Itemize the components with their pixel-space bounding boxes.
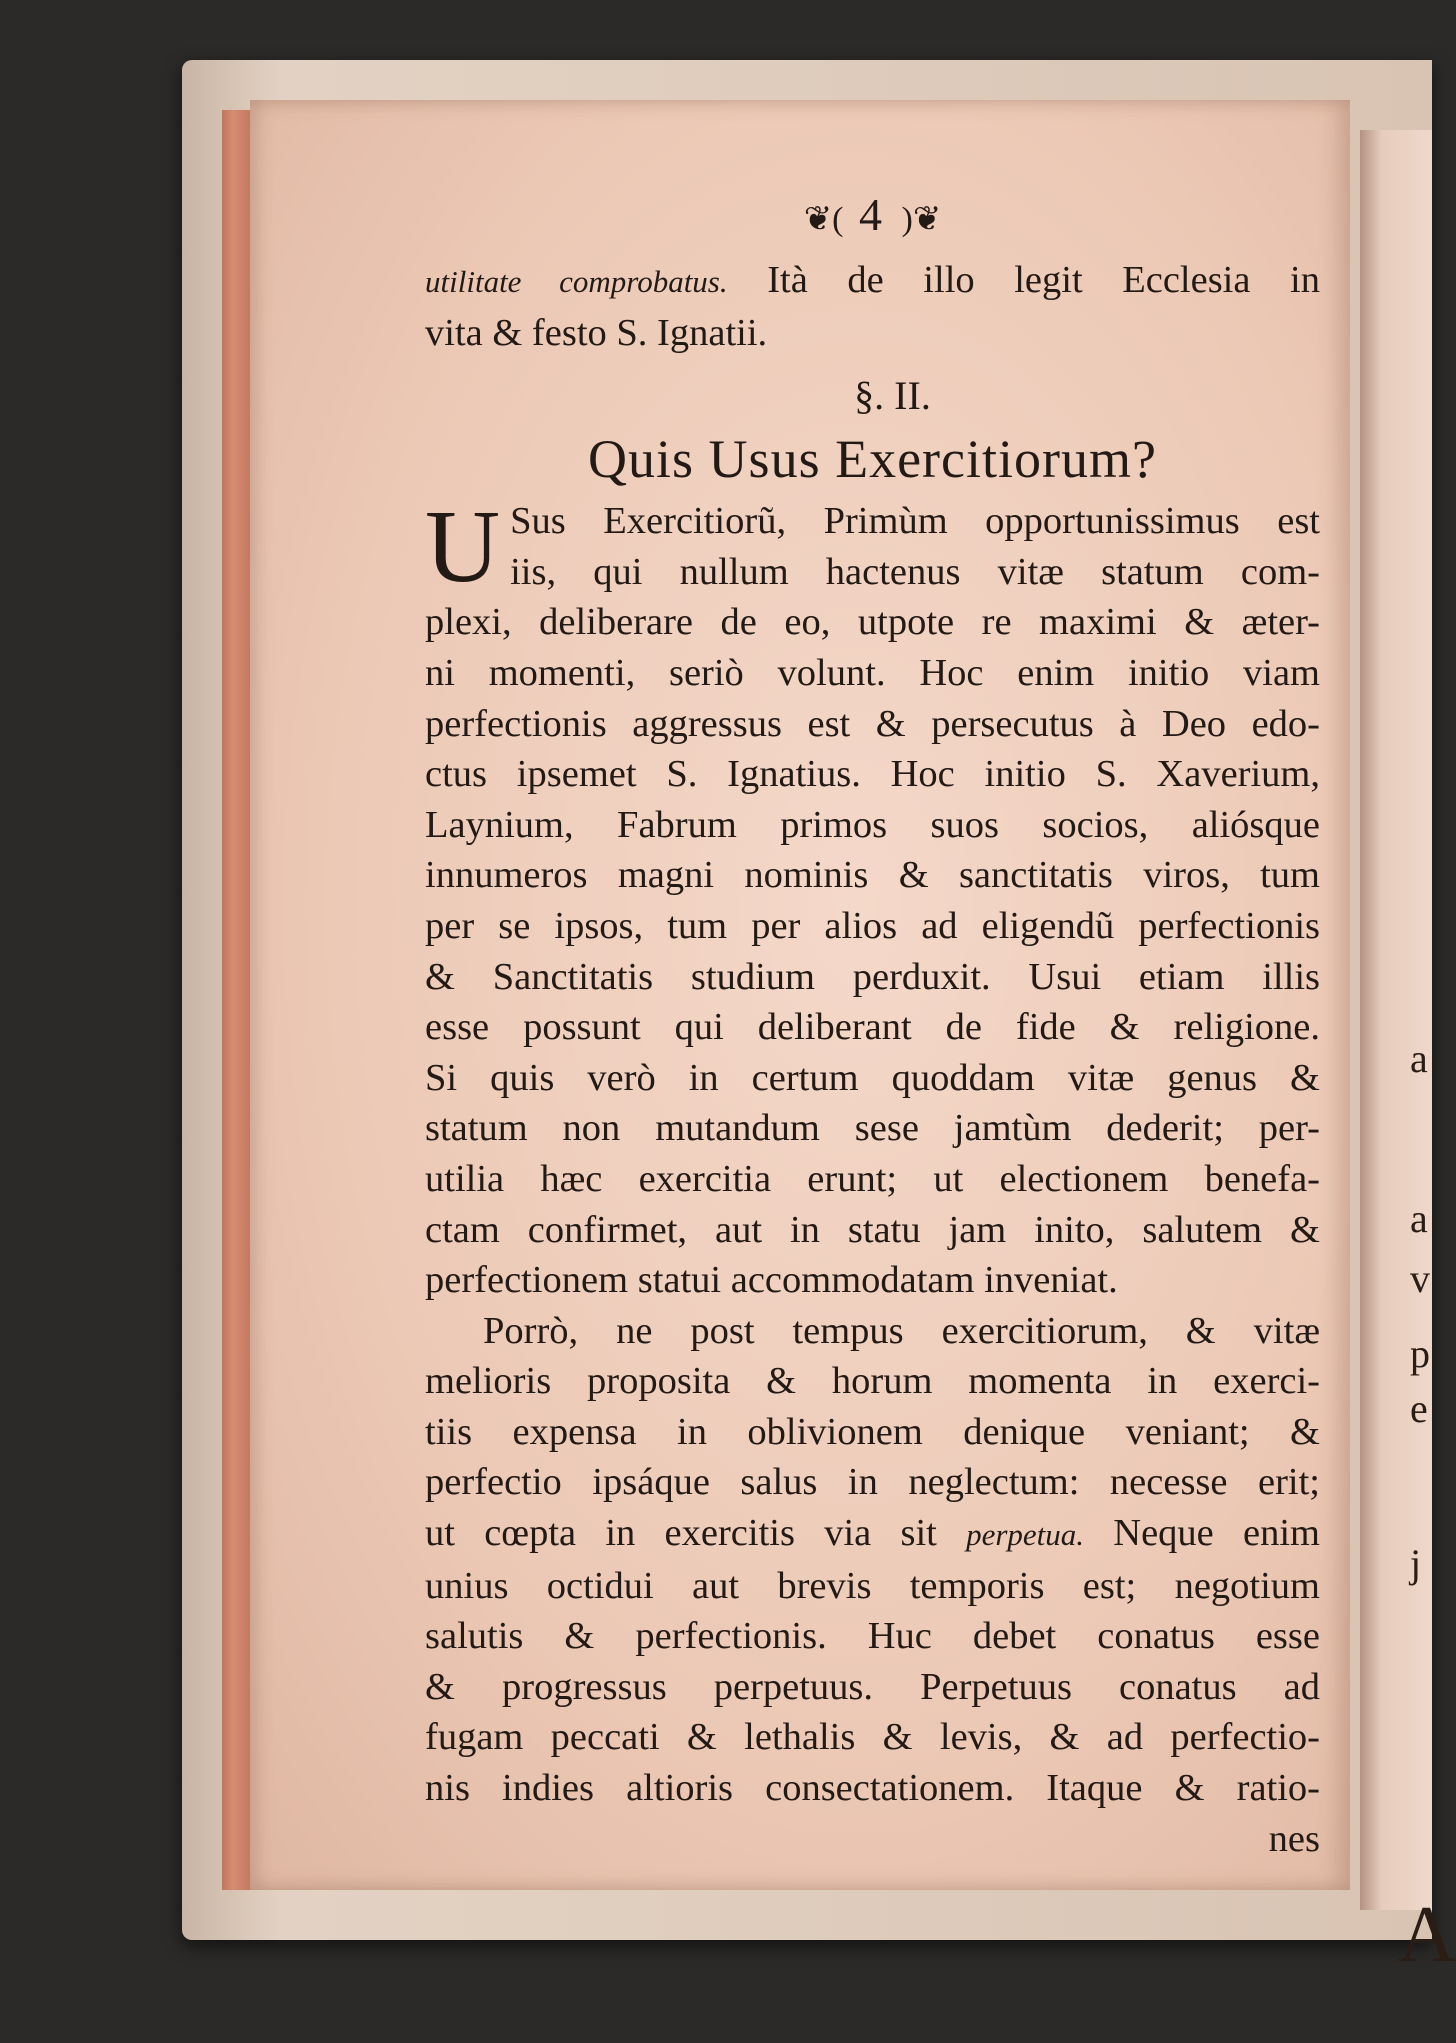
facing-page-letter: A <box>1398 1891 1456 1979</box>
drop-capital: U <box>425 489 501 605</box>
red-page-edges <box>222 110 250 1890</box>
facing-page-letter: a <box>1410 1036 1428 1081</box>
text-line: esse possunt qui deliberant de fide & religione. <box>425 1006 1320 1049</box>
facing-page-letter: p <box>1410 1331 1430 1376</box>
text-line: nis indies altioris consectationem. Itaque & ratio- <box>425 1767 1320 1810</box>
text-line <box>425 1508 1320 1561</box>
line-text: Neque enim <box>1084 1512 1320 1555</box>
text-line: innumeros magni nominis & sanctitatis viros, tum <box>425 854 1320 897</box>
text-line: ctam confirmet, aut in statu jam inito, salutem & <box>425 1208 1320 1251</box>
paragraph <box>425 489 1320 1306</box>
left-ornament-icon: ❦( <box>803 201 844 238</box>
facing-page-letter: e <box>1410 1386 1428 1431</box>
facing-page-letter: v <box>1410 1256 1430 1301</box>
text-line: tiis expensa in oblivionem denique veniant; & <box>425 1410 1320 1453</box>
text-line: perfectionem statui accommodatam inveniat. <box>425 1259 1118 1302</box>
catchword: nes <box>1268 1817 1320 1860</box>
right-ornament-icon: )❦ <box>901 201 942 238</box>
text-line: Si quis verò in certum quoddam vitæ genus & <box>425 1056 1320 1099</box>
running-header <box>425 190 1320 245</box>
text-line: salutis & perfectionis. Huc debet conatus esse <box>425 1615 1320 1658</box>
text-line: iis, qui nullum hactenus vitæ statum com- <box>510 550 1320 593</box>
text-line: unius octidui aut brevis temporis est; negotium <box>425 1564 1320 1607</box>
text-line: utilia hæc exercitia erunt; ut electionem benefa- <box>425 1157 1320 1200</box>
text-line: perfectionis aggressus est & persecutus à Deo edo- <box>425 702 1320 745</box>
text-line: fugam peccati & lethalis & levis, & ad perfectio- <box>425 1716 1320 1759</box>
text-line: statum non mutandum sese jamtùm dederit; per- <box>425 1107 1320 1150</box>
text-line: plexi, deliberare de eo, utpote re maximi & æter- <box>425 601 1320 644</box>
page-text <box>425 190 1320 1864</box>
italic-phrase: utilitate comprobatus. <box>425 264 728 299</box>
text-line <box>425 255 1320 308</box>
text-line: Laynium, Fabrum primos suos socios, aliósque <box>425 803 1320 846</box>
section-title: Quis Usus Exercitiorum? <box>588 429 1157 490</box>
text-line: melioris proposita & horum momenta in exerci- <box>425 1360 1320 1403</box>
facing-page-letter: j <box>1410 1541 1422 1586</box>
text-line: ni momenti, seriò volunt. Hoc enim initio viam <box>425 651 1320 694</box>
paragraph <box>425 1306 1320 1814</box>
text-line: & progressus perpetuus. Perpetuus conatus ad <box>425 1665 1320 1708</box>
italic-phrase: perpetua. <box>966 1517 1085 1553</box>
facing-page-edge <box>1360 130 1456 1979</box>
text-line: perfectio ipsáque salus in neglectum: necesse erit; <box>425 1461 1320 1504</box>
text-line: Porrò, ne post tempus exercitiorum, & vitæ <box>483 1309 1320 1352</box>
page-number: 4 <box>859 189 886 240</box>
text-line: vita & festo S. Ignatii. <box>425 311 768 354</box>
text-line: ctus ipsemet S. Ignatius. Hoc initio S. Xaverium, <box>425 753 1320 796</box>
facing-page-letter: a <box>1410 1196 1428 1241</box>
section-number: §. II. <box>854 373 931 419</box>
line-text: ut cœpta in exercitis via sit <box>425 1512 967 1555</box>
text-line: Sus Exercitiorũ, Primùm opportunissimus est <box>510 500 1320 543</box>
text-line: & Sanctitatis studium perduxit. Usui etiam illis <box>425 955 1320 998</box>
line-text: Ità de illo legit Ecclesia in <box>727 259 1320 301</box>
text-line: per se ipsos, tum per alios ad eligendũ perfectionis <box>425 904 1320 947</box>
